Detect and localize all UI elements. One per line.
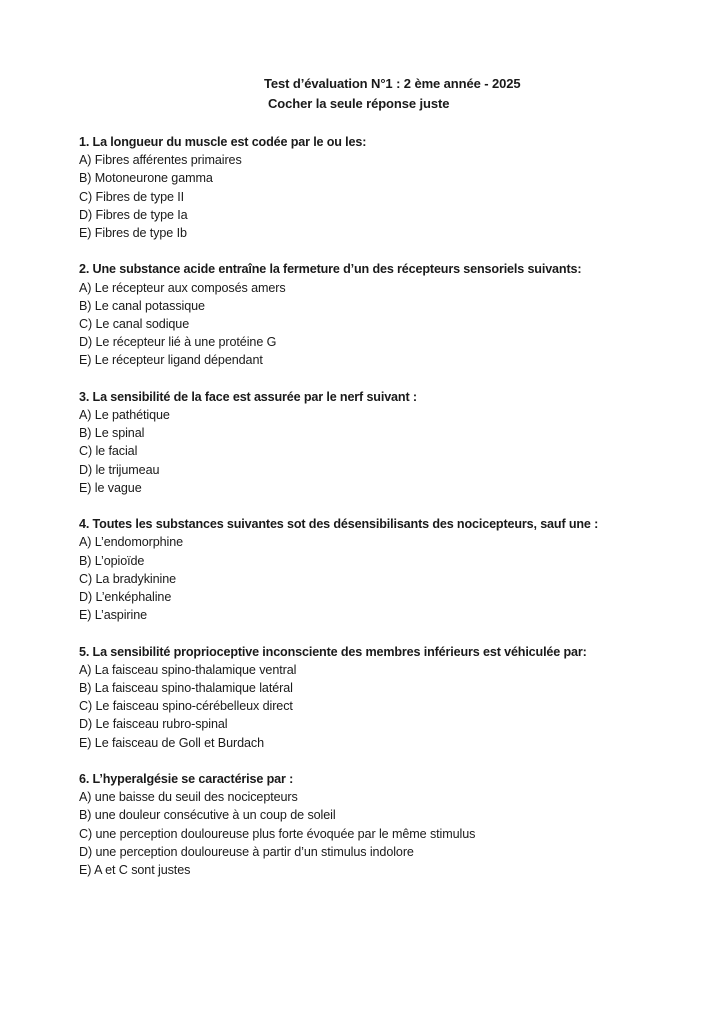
answer-option-d[interactable]: D) une perception douloureuse à partir d’un stimulus indolore (79, 844, 414, 859)
answer-option-a[interactable]: A) une baisse du seuil des nocicepteurs (79, 790, 298, 805)
answer-option-b[interactable]: B) Motoneurone gamma (79, 171, 213, 186)
answer-option-e[interactable]: E) Fibres de type Ib (79, 226, 187, 241)
question-title: 4. Toutes les substances suivantes sot des désensibilisants des nocicepteurs, sauf une : (79, 517, 599, 532)
answer-option-e[interactable]: E) Le récepteur ligand dépendant (79, 353, 263, 368)
answer-option-e[interactable]: E) Le faisceau de Goll et Burdach (79, 735, 265, 750)
question-title: 2. Une substance acide entraîne la fermeture d’un des récepteurs sensoriels suivants: (79, 262, 582, 277)
answer-option-a[interactable]: A) Le pathétique (79, 408, 170, 423)
answer-option-d[interactable]: D) L’enképhaline (79, 590, 172, 605)
test-title: Test d’évaluation N°1 : 2 ème année - 2025 (264, 76, 521, 91)
answer-option-c[interactable]: C) Le canal sodique (79, 317, 190, 332)
question-title: 1. La longueur du muscle est codée par le ou les: (79, 135, 367, 149)
answer-option-a[interactable]: A) L’endomorphine (79, 535, 184, 550)
answer-option-a[interactable]: A) Fibres afférentes primaires (79, 153, 242, 168)
answer-option-e[interactable]: E) L’aspirine (79, 608, 148, 623)
answer-option-c[interactable]: C) Fibres de type II (79, 189, 185, 204)
answer-option-e[interactable]: E) A et C sont justes (79, 863, 191, 878)
answer-option-d[interactable]: D) Le récepteur lié à une protéine G (79, 335, 277, 350)
answer-option-c[interactable]: C) La bradykinine (79, 571, 177, 586)
answer-option-a[interactable]: A) La faisceau spino-thalamique ventral (79, 662, 297, 677)
answer-option-a[interactable]: A) Le récepteur aux composés amers (79, 280, 286, 295)
question-title: 5. La sensibilité proprioceptive inconsciente des membres inférieurs est véhiculée par: (79, 644, 587, 659)
question-3 (79, 388, 699, 497)
question-1 (79, 133, 699, 242)
question-5 (79, 643, 699, 752)
question-6 (79, 770, 699, 879)
answer-option-c[interactable]: C) le facial (79, 444, 138, 459)
answer-option-d[interactable]: D) le trijumeau (79, 462, 160, 477)
answer-option-b[interactable]: B) Le canal potassique (79, 298, 205, 313)
answer-option-c[interactable]: C) Le faisceau spino-cérébelleux direct (79, 699, 293, 714)
question-2 (79, 260, 699, 369)
answer-option-d[interactable]: D) Fibres de type Ia (79, 207, 188, 222)
answer-option-e[interactable]: E) le vague (79, 480, 142, 495)
answer-option-b[interactable]: B) une douleur consécutive à un coup de soleil (79, 808, 336, 823)
answer-option-c[interactable]: C) une perception douloureuse plus forte évoquée par le même stimulus (79, 826, 476, 841)
test-instruction: Cocher la seule réponse juste (268, 96, 450, 111)
answer-option-b[interactable]: B) L’opioïde (79, 553, 145, 568)
answer-option-d[interactable]: D) Le faisceau rubro-spinal (79, 717, 228, 732)
answer-option-b[interactable]: B) La faisceau spino-thalamique latéral (79, 681, 293, 696)
answer-option-b[interactable]: B) Le spinal (79, 426, 145, 441)
question-title: 6. L’hyperalgésie se caractérise par : (79, 772, 294, 787)
question-title: 3. La sensibilité de la face est assurée par le nerf suivant : (79, 389, 417, 404)
question-4 (79, 515, 699, 624)
question-list (79, 133, 699, 897)
